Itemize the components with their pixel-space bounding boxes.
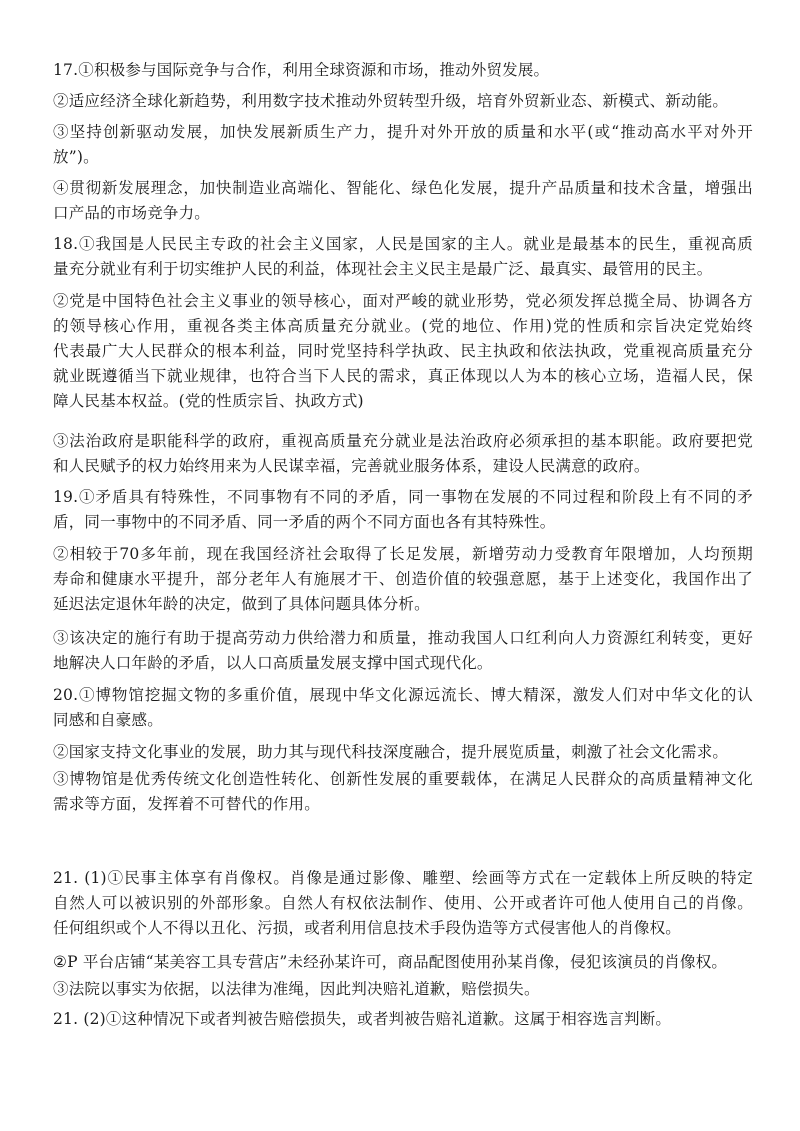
text-line: ②国家支持文化事业的发展，助力其与现代科技深度融合，提升展览质量，刺激了社会文化需求。: [53, 743, 729, 761]
answer-20-point-3: [53, 767, 753, 817]
text-line: ④贯彻新发展理念，加快制造业高端化、智能化、绿色化发展，提升产品质量和技术含量，增强出: [53, 179, 753, 197]
text-line: 量充分就业有利于切实维护人民的利益，体现社会主义民主是最广泛、最真实、最管用的民主。: [53, 260, 713, 278]
answer-21-1-point-3: [53, 977, 753, 1002]
text-line: 延迟法定退休年龄的决定，做到了具体问题具体分析。: [53, 595, 430, 613]
answer-21-2-point-1: [53, 1007, 753, 1032]
answer-17-point-2: [53, 89, 753, 114]
answer-18-point-1: [53, 232, 753, 282]
text-line: 地解决人口年龄的矛盾，以人口高质量发展支撑中国式现代化。: [53, 654, 493, 672]
text-line: 和人民赋予的权力始终用来为人民谋幸福，完善就业服务体系，建设人民满意的政府。: [53, 457, 650, 475]
answer-20-point-1: [53, 683, 753, 733]
answer-19-point-2: [53, 542, 753, 617]
text-line: 19.①矛盾具有特殊性，不同事物有不同的矛盾，同一事物在发展的不同过程和阶段上有不同的矛: [53, 488, 753, 506]
text-line: 的领导核心作用，重视各类主体高质量充分就业。(党的地位、作用)党的性质和宗旨决定党始终: [53, 317, 753, 335]
text-line: 自然人可以被识别的外部形象。自然人有权依法制作、使用、公开或者许可他人使用自己的肖像。: [53, 894, 753, 912]
answer-17-point-1: [53, 58, 753, 83]
text-line: 障人民基本权益。(党的性质宗旨、执政方式): [53, 392, 364, 410]
text-line: ②适应经济全球化新趋势，利用数字技术推动外贸转型升级，培育外贸新业态、新模式、新动能。: [53, 92, 729, 110]
answer-17-point-3: [53, 120, 753, 170]
text-line: ②党是中国特色社会主义事业的领导核心，面对严峻的就业形势，党必须发挥总揽全局、协调各方: [53, 292, 753, 310]
answer-21-1-point-1: [53, 866, 753, 941]
text-line: 需求等方面，发挥着不可替代的作用。: [53, 795, 320, 813]
answer-20-point-2: [53, 740, 753, 765]
text-line: ③该决定的施行有助于提高劳动力供给潜力和质量，推动我国人口红利向人力资源红利转变，更好: [53, 629, 753, 647]
text-line: 同感和自豪感。: [53, 711, 163, 729]
text-line: 代表最广大人民群众的根本利益，同时党坚持科学执政、民主执政和依法执政，党重视高质量充分: [53, 342, 753, 360]
answer-19-point-1: [53, 485, 753, 535]
text-line: ②P 平台店铺“某美容工具专营店”未经孙某许可，商品配图使用孙某肖像，侵犯该演员的肖像权。: [53, 953, 728, 971]
text-line: 21. (1)①民事主体享有肖像权。肖像是通过影像、雕塑、绘画等方式在一定载体上所反映的特定: [53, 869, 753, 887]
text-line: ③法治政府是职能科学的政府，重视高质量充分就业是法治政府必须承担的基本职能。政府要把党: [53, 432, 753, 450]
text-line: 17.①积极参与国际竞争与合作，利用全球资源和市场，推动外贸发展。: [53, 61, 550, 79]
text-line: 任何组织或个人不得以丑化、污损，或者利用信息技术手段伪造等方式侵害他人的肖像权。: [53, 919, 682, 937]
text-line: 20.①博物馆挖掘文物的多重价值，展现中华文化源远流长、博大精深，激发人们对中华文化的认: [53, 686, 753, 704]
answer-21-1-point-2: [53, 950, 753, 975]
text-line: 盾，同一事物中的不同矛盾、同一矛盾的两个不同方面也各有其特殊性。: [53, 513, 556, 531]
text-line: 就业既遵循当下就业规律，也符合当下人民的需求，真正体现以人为本的核心立场，造福人民，保: [53, 367, 753, 385]
text-line: ③博物馆是优秀传统文化创造性转化、创新性发展的重要载体，在满足人民群众的高质量精神文化: [53, 770, 753, 788]
text-line: ③坚持创新驱动发展，加快发展新质生产力，提升对外开放的质量和水平(或“推动高水平对外开: [53, 123, 753, 141]
answer-18-point-3: [53, 429, 753, 479]
answer-18-point-2: [53, 289, 753, 414]
text-line: 口产品的市场竞争力。: [53, 204, 211, 222]
answer-19-point-3: [53, 626, 753, 676]
text-line: 21. (2)①这种情况下或者判被告赔偿损失，或者判被告赔礼道歉。这属于相容选言判断。: [53, 1010, 672, 1028]
text-line: 放”)。: [53, 148, 99, 166]
text-line: ③法院以事实为依据，以法律为准绳，因此判决赔礼道歉，赔偿损失。: [53, 980, 540, 998]
answer-17-point-4: [53, 176, 753, 226]
text-line: ②相较于70多年前，现在我国经济社会取得了长足发展，新增劳动力受教育年限增加，人均预期: [53, 545, 753, 563]
text-line: 寿命和健康水平提升，部分老年人有施展才干、创造价值的较强意愿，基于上述变化，我国作出了: [53, 570, 753, 588]
text-line: 18.①我国是人民民主专政的社会主义国家，人民是国家的主人。就业是最基本的民生，重视高质: [53, 235, 753, 253]
